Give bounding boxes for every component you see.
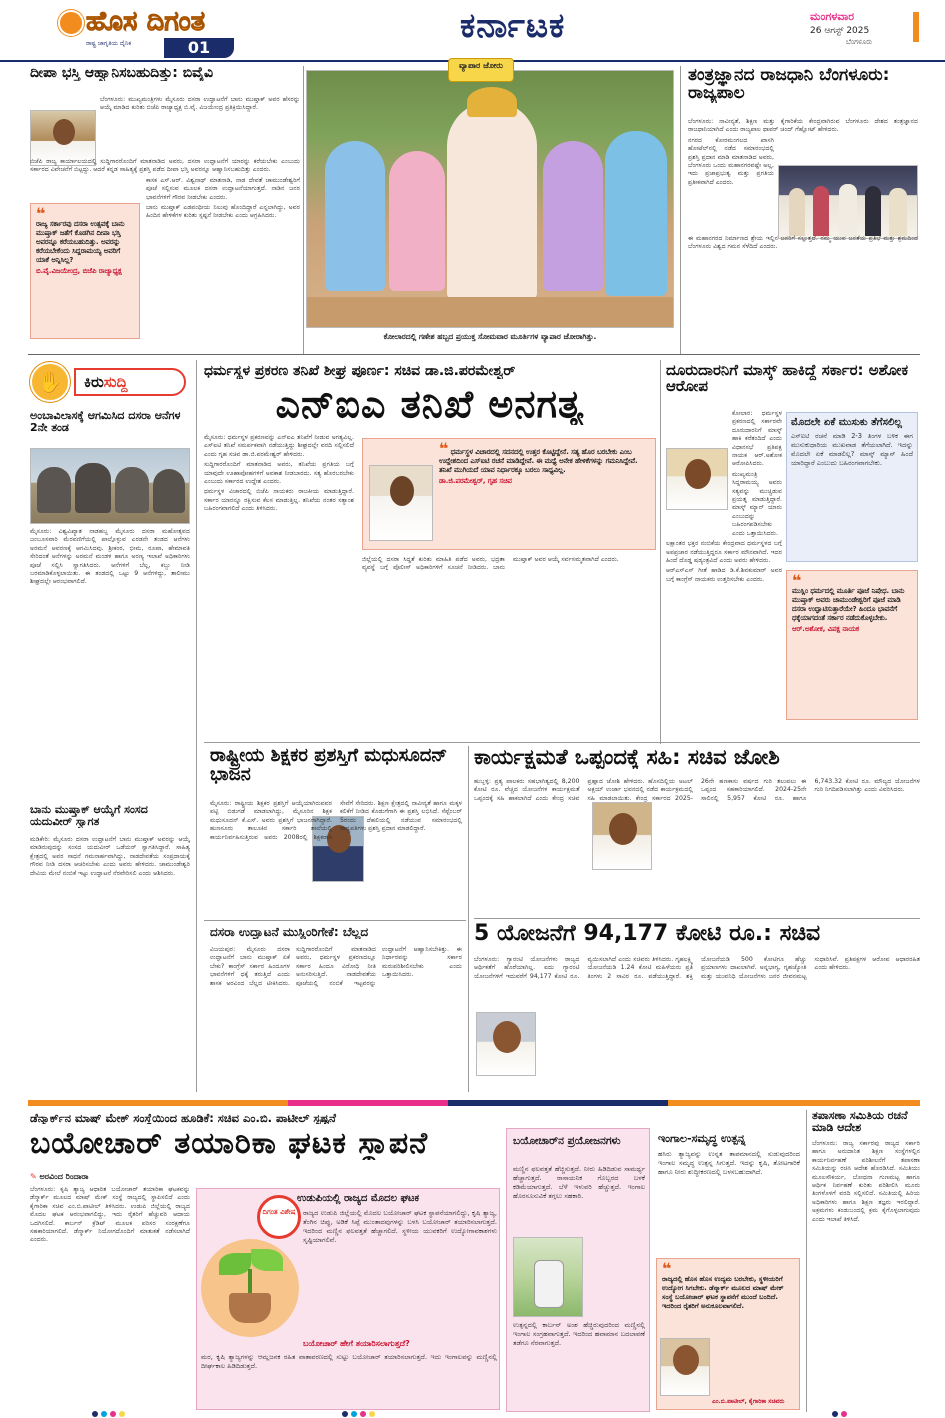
nia-para-1: ಮೈಸೂರು: ಧರ್ಮಸ್ಥಳ ಪ್ರಕರಣವನ್ನು ಎನ್‌ಐಎ ತನಿಖೆಗೆ ನೀಡುವ ಅಗತ್ಯವಿಲ್ಲ. ಎಸ್‌ಐಟಿ ತನಿಖೆ ಸಮರ್ಪಕವಾಗಿ ನಡೆಯುತ್ತಿದ್ದು ಶೀಘ್ರದಲ್ಲೇ ವರದಿ ಸಲ್ಲಿಸಲಿದೆ ಎಂದು ಗೃಹ ಸಚಿವ ಡಾ.ಜಿ.ಪರಮೇಶ್ವರ್ ಹೇಳಿದರು. [204, 434, 354, 458]
ashoka-para-4: ಆರ್‌ಎಸ್‌ಎಸ್ ಗೀತೆ ಹಾಡಿದ ಡಿ.ಕೆ.ಶಿವಕುಮಾರ್ ಅವರ ಬಗ್ಗೆ ಕಾಂಗ್ರೆಸ್ ನಾಯಕರು ಉತ್ತರಿಸಬೇಕು ಎಂದರು. [666, 567, 782, 583]
ashoka-quote-by: ಆರ್.ಅಶೋಕ, ವಿಪಕ್ಷ ನಾಯಕ [792, 625, 859, 633]
stripe-navy [448, 1100, 668, 1106]
ashoka-headline[interactable]: ದೂರುದಾರನಿಗೆ ಮಾಸ್ಕ್ ಹಾಕಿದ್ದೆ ಸರ್ಕಾರ: ಅಶೋಕ ಆರೋಪ [666, 362, 909, 395]
elephant-3 [115, 467, 149, 513]
logo-block[interactable] [52, 4, 242, 58]
rule [204, 920, 466, 921]
patil-photo [660, 1338, 710, 1396]
sprout-pot [229, 1293, 271, 1323]
byv-para-4: ಬಾನು ಮುಷ್ತಾಕ್ ಎಡಪಂಥೀಯ ನಿಲುವು ಹೊಂದಿದ್ದಾರೆ ಎನ್ನಲಾಗಿದ್ದು, ಅವರ ಹಿಂದಿನ ಹೇಳಿಕೆಗಳ ಕುರಿತು ಸ್ಪಷ್ಟನೆ ನೀಡಬೇಕು ಎಂದು ಆಗ್ರಹಿಸಿದರು. [146, 204, 300, 220]
byv-para-2: ಬಿಜೆಪಿ ರಾಜ್ಯ ಕಾರ್ಯಾಲಯದಲ್ಲಿ ಸುದ್ದಿಗಾರರೊಂದಿಗೆ ಮಾತನಾಡಿದ ಅವರು, ದಸರಾ ಉದ್ಘಾಟನೆಗೆ ಯಾರನ್ನು ಕರೆಯಬೇಕು ಎಂಬುದು ಸರ್ಕಾರದ ವಿವೇಚನೆಗೆ ಬಿಟ್ಟದ್ದು. ಆದರೆ ಕನ್ನಡ ಸಾಹಿತ್ಯಕ್ಕೆ ಪ್ರಶಸ್ತಿ ಪಡೆದ ದೀಪಾ ಭಸ್ತಿ ಅವರನ್ನೂ ಆಹ್ವಾನಿಸಬಹುದಿತ್ತು ಎಂದರು. [30, 158, 300, 174]
carbon-body: ಹಸಿರು ತ್ಯಾಜ್ಯವನ್ನು ಉನ್ನತ ತಾಪಮಾನದಲ್ಲಿ ಸುಡುವುದರಿಂದ ಇಂಗಾಲ ಸಮೃದ್ಧ ಉತ್ಪನ್ನ ಸಿಗುತ್ತದೆ. ಇದನ್ನು ಕೃಷಿ, ತೋಟಗಾರಿಕೆ ಹಾಗೂ ನೀರು ಶುದ್ಧೀಕರಣದಲ್ಲಿ ಬಳಸಬಹುದಾಗಿದೆ. [658, 1150, 800, 1176]
joshi-headline[interactable]: ಕಾರ್ಯಕ್ಷಮತೆ ಒಪ್ಪಂದಕ್ಕೆ ಸಹಿ: ಸಚಿವ ಜೋಶಿ [474, 746, 780, 769]
benefits-body: ಮಣ್ಣಿನ ಫಲವತ್ತತೆ ಹೆಚ್ಚಿಸುತ್ತದೆ. ನೀರು ಹಿಡಿದಿಡುವ ಸಾಮರ್ಥ್ಯ ಹೆಚ್ಚಾಗುತ್ತದೆ. ರಾಸಾಯನಿಕ ಗೊಬ್ಬರದ ಬಳಕೆ ಕಡಿಮೆಯಾಗುತ್ತದೆ. ಬೆಳೆ ಇಳುವರಿ ಹೆಚ್ಚುತ್ತದೆ. ಇಂಗಾಲ ಹೊರಸೂಸುವಿಕೆ ತಗ್ಗಲು ಸಹಕಾರಿ. [513, 1165, 645, 1200]
udupi-box-body: ರಾಜ್ಯದ ಉಡುಪಿ ಜಿಲ್ಲೆಯಲ್ಲಿ ಮೊದಲ ಬಯೋಚಾರ್ ಘಟಕ ಸ್ಥಾಪನೆಯಾಗಲಿದ್ದು, ಕೃಷಿ ತ್ಯಾಜ್ಯ, ತೆಂಗಿನ ಚಿಪ್ಪು, ಅಡಿಕೆ ಸಿಪ್ಪೆ ಮುಂತಾದವುಗಳನ್ನು ಬಳಸಿ ಬಯೋಚಾರ್ ತಯಾರಿಸಲಾಗುತ್ತದೆ. ಇದರಿಂದ ಮಣ್ಣಿನ ಫಲವತ್ತತೆ ಹೆಚ್ಚಾಗಲಿದೆ. ಸ್ಥಳೀಯ ಯುವಕರಿಗೆ ಉದ್ಯೋಗಾವಕಾಶಗಳು ಸೃಷ್ಟಿಯಾಗಲಿವೆ. [303, 1209, 497, 1244]
masthead [0, 0, 945, 62]
reg-dot-3 [110, 1411, 116, 1417]
yaduveer-body: ಮಡಿಕೇರಿ: ಮೈಸೂರು ದಸರಾ ಉದ್ಘಾಟನೆಗೆ ಬಾನು ಮುಷ್ತಾಕ್ ಅವರನ್ನು ಆಯ್ಕೆ ಮಾಡಿರುವುದನ್ನು ಸಂಸದ ಯದುವೀರ್ ಒಡೆಯರ್ ಸ್ವಾಗತಿಸಿದ್ದಾರೆ. ಸಾಹಿತ್ಯ ಕ್ಷೇತ್ರದಲ್ಲಿ ಅವರ ಸಾಧನೆ ಗಮನಾರ್ಹವಾಗಿದ್ದು, ನಾಡದೇವತೆಯ ಸಂಪ್ರದಾಯಕ್ಕೆ ಗೌರವ ನೀಡಿ ದಸರಾ ಆಚರಿಸಬೇಕು ಎಂದು ಅವರು ಹೇಳಿದರು. ಚಾಮುಂಡೇಶ್ವರಿ ದೇವಿಯ ಮೇಲೆ ನಂಬಿಕೆ ಇಟ್ಟು ಉದ್ಘಾಟನೆ ನೆರವೇರಿಸಲಿ ಎಂದು ಆಶಿಸಿದರು. [30, 836, 190, 877]
udupi-box-sub-body: ಮರ, ಕೃಷಿ ತ್ಯಾಜ್ಯಗಳನ್ನು ಆಮ್ಲಜನಕ ರಹಿತ ವಾತಾವರಣದಲ್ಲಿ ಸುಟ್ಟು ಬಯೋಚಾರ್ ತಯಾರಿಸಲಾಗುತ್ತದೆ. ಇದು ಇಂಗಾಲವನ್ನು ಮಣ್ಣಿನಲ್ಲಿ ದೀರ್ಘಕಾಲ ಹಿಡಿದಿಡುತ್ತದೆ. [201, 1353, 497, 1370]
kiru-suddi-banner [30, 362, 190, 402]
benefits-body-2: ಉತ್ಪನ್ನದಲ್ಲಿ ಕಾರ್ಬನ್ ಅಂಶ ಹೆಚ್ಚಿರುವುದರಿಂದ ಮಣ್ಣಿನಲ್ಲಿ ಇಂಗಾಲ ಸಂಗ್ರಹವಾಗುತ್ತದೆ. ಇದರಿಂದ ಹವಾಮಾನ ಬದಲಾವಣೆ ತಡೆಗೂ ನೆರವಾಗುತ್ತದೆ. [513, 1321, 645, 1347]
stripe-orange [28, 1100, 288, 1106]
byv-quote-by: ಬಿ.ವೈ.ವಿಜಯೇಂದ್ರ, ಬಿಜೆಪಿ ರಾಜ್ಯಾಧ್ಯಕ್ಷ [36, 267, 122, 275]
reg-dot-10 [841, 1411, 847, 1417]
patil-face [673, 1345, 699, 1375]
elephant-1 [37, 467, 71, 513]
sprout-illustration [201, 1239, 299, 1337]
guarantee-body: ಬೆಂಗಳೂರು: ಗ್ಯಾರಂಟಿ ಯೋಜನೆಗಳು ರಾಜ್ಯದ ಆರ್ಥಿಕತೆಗೆ ಹೊರೆಯಾಗಿಲ್ಲ. ಐದು ಗ್ಯಾರಂಟಿ ಯೋಜನೆಗಳಿಗೆ ಇದುವರೆಗೆ 94,177 ಕೋಟಿ ರೂ. ವ್ಯಯಿಸಲಾಗಿದೆ ಎಂದು ಸಚಿವರು ತಿಳಿಸಿದರು. ಗೃಹಲಕ್ಷ್ಮಿ ಯೋಜನೆಯಡಿ 1.24 ಕೋಟಿ ಮಹಿಳೆಯರು ಪ್ರತಿ ತಿಂಗಳು 2 ಸಾವಿರ ರೂ. ಪಡೆಯುತ್ತಿದ್ದಾರೆ. ಶಕ್ತಿ ಯೋಜನೆಯಡಿ 500 ಕೋಟಿಗೂ ಹೆಚ್ಚು ಪ್ರಯಾಣಗಳು ದಾಖಲಾಗಿವೆ. ಅನ್ನಭಾಗ್ಯ, ಗೃಹಜ್ಯೋತಿ ಮತ್ತು ಯುವನಿಧಿ ಯೋಜನೆಗಳು ಜನರ ಜೀವನಮಟ್ಟ ಸುಧಾರಿಸಿವೆ. ಪ್ರತಿಪಕ್ಷಗಳ ಆರೋಪ ಆಧಾರರಹಿತ ಎಂದು ಹೇಳಿದರು. [474, 956, 920, 980]
section-rule [28, 354, 920, 355]
quote-mark-icon: ❝ [439, 439, 449, 458]
reg-dot-5 [342, 1411, 348, 1417]
reg-dot-6 [351, 1411, 357, 1417]
madhusudan-headline[interactable]: ರಾಷ್ಟ್ರೀಯ ಶಿಕ್ಷಕರ ಪ್ರಶಸ್ತಿಗೆ ಮಧುಸೂದನ್ ಭಾಜನ [210, 746, 448, 785]
vyapara-badge: ವ್ಯಾಪಾರ ಜೋರು [448, 58, 514, 82]
logo-tagline: ರಾಷ್ಟ್ರ ಜಾಗೃತಿಯ ದೈನಿಕ [86, 40, 132, 47]
udupi-box-title: ಉಡುಪಿಯಲ್ಲಿ ರಾಜ್ಯದ ಮೊದಲ ಘಟಕ [297, 1193, 419, 1204]
udupi-box [196, 1188, 500, 1410]
elephants-photo [30, 448, 190, 524]
reg-dot-2 [101, 1411, 107, 1417]
rule [204, 742, 920, 743]
yaduveer-headline[interactable]: ಬಾನು ಮುಷ್ತಾಕ್ ಆಯ್ಕೆಗೆ ಸಂಸದ ಯದುವೀರ್ ಸ್ವಾಗತ [30, 804, 148, 828]
inspection-body: ಬೆಂಗಳೂರು: ರಾಜ್ಯ ಸರ್ಕಾರವು ರಾಜ್ಯದ ಸರ್ಕಾರಿ ಹಾಗೂ ಅನುದಾನಿತ ಶಿಕ್ಷಣ ಸಂಸ್ಥೆಗಳಲ್ಲಿನ ಕಾರ್ಯನಿರ್ವಹಣೆ ಪರಿಶೀಲನೆಗೆ ತಪಾಸಣಾ ಸಮಿತಿಯನ್ನು ರಚಿಸಿ ಆದೇಶ ಹೊರಡಿಸಿದೆ. ಸಮಿತಿಯು ಮೂಲಸೌಕರ್ಯ, ಬೋಧನಾ ಗುಣಮಟ್ಟ ಹಾಗೂ ಆರ್ಥಿಕ ನಿರ್ವಹಣೆ ಕುರಿತು ಪರಿಶೀಲಿಸಿ ಮೂರು ತಿಂಗಳೊಳಗೆ ವರದಿ ಸಲ್ಲಿಸಲಿದೆ. ಸಮಿತಿಯಲ್ಲಿ ಹಿರಿಯ ಅಧಿಕಾರಿಗಳು ಹಾಗೂ ಶಿಕ್ಷಣ ತಜ್ಞರು ಇರಲಿದ್ದಾರೆ. ಅಕ್ರಮಗಳು ಕಂಡುಬಂದಲ್ಲಿ ಕ್ರಮ ಕೈಗೊಳ್ಳಲಾಗುವುದು ಎಂದು ಇಲಾಖೆ ತಿಳಿಸಿದೆ. [812, 1140, 920, 1223]
digantha-vishesha-badge: ದಿಗಂತ ವಿಶೇಷ [257, 1195, 301, 1239]
sprout-leaf-left [219, 1253, 251, 1275]
gov-para-3: ಈ ಮಹಾನಗರದ ನಿರ್ಮಾಣದ ಶ್ರೇಯ ಇಲ್ಲಿನ ಜನರಿಗೆ ಸಲ್ಲುತ್ತದೆ. ನಮ್ಮ ಯುವ ಜನತೆಯ ಪ್ರತಿಭೆ ಮತ್ತು ಶ್ರಮದಿಂದ ಬೆಂಗಳೂರು ವಿಶ್ವದ ಗಮನ ಸೆಳೆದಿದೆ ಎಂದರು. [688, 234, 918, 251]
ashoka-quote-text: ಮುಸ್ಲಿಂ ಧರ್ಮದಲ್ಲಿ ಮೂರ್ತಿ ಪೂಜೆ ನಿಷೇಧ. ಬಾನು ಮುಷ್ತಾಕ್ ಅವರು ಚಾಮುಂಡೇಶ್ವರಿಗೆ ಪೂಜೆ ಮಾಡಿ ದಸರಾ ಉದ್ಘಾಟಿಸುತ್ತಾರೆಯೇ? ಹಿಂದೂ ಭಾವನೆಗೆ ಧಕ್ಕೆಯಾಗದಂತೆ ಸರ್ಕಾರ ನಡೆದುಕೊಳ್ಳಬೇಕು. [792, 587, 905, 622]
reg-dot-9 [832, 1411, 838, 1417]
photo-ground [307, 297, 674, 328]
section-title: ಕರ್ನಾಟಕ [460, 6, 566, 46]
biochar-kicker[interactable]: ಡೆನ್ಮಾರ್ಕ್‌ನ ಮಾಷ್ ಮೇಕ್ ಸಂಸ್ಥೆಯಿಂದ ಹೂಡಿಕೆ: ಸಚಿವ ಎಂ.ಬಿ. ಪಾಟೀಲ್ ಸ್ಪಷ್ಟನೆ [30, 1112, 336, 1125]
reg-dot-8 [369, 1411, 375, 1417]
kiru-hand-icon: ✋ [30, 362, 70, 402]
biochar-body: ಬೆಂಗಳೂರು: ಕೃಷಿ ತ್ಯಾಜ್ಯ ಆಧಾರಿತ ಬಯೋಚಾರ್ ತಯಾರಿಕಾ ಘಟಕವನ್ನು ಡೆನ್ಮಾರ್ಕ್ ಮೂಲದ ಮಾಷ್ ಮೇಕ್ ಸಂಸ್ಥೆ ರಾಜ್ಯದಲ್ಲಿ ಸ್ಥಾಪಿಸಲಿದೆ ಎಂದು ಕೈಗಾರಿಕಾ ಸಚಿವ ಎಂ.ಬಿ.ಪಾಟೀಲ್ ತಿಳಿಸಿದರು. ಉಡುಪಿ ಜಿಲ್ಲೆಯಲ್ಲಿ ರಾಜ್ಯದ ಮೊದಲ ಘಟಕ ಆರಂಭವಾಗಲಿದ್ದು, ಇದು ರೈತರಿಗೆ ಹೆಚ್ಚುವರಿ ಆದಾಯ ಒದಗಿಸಲಿದೆ. ಕಾರ್ಬನ್ ಕ್ರೆಡಿಟ್ ಮೂಲಕ ಪರಿಸರ ಸಂರಕ್ಷಣೆಗೂ ಸಹಕಾರಿಯಾಗಲಿದೆ. ಡೆನ್ಮಾರ್ಕ್ ನಿಯೋಗದೊಂದಿಗೆ ಮಾತುಕತೆ ನಡೆಸಲಾಗಿದೆ ಎಂದರು. [30, 1186, 190, 1244]
nia-para-2: ಸುದ್ದಿಗಾರರೊಂದಿಗೆ ಮಾತನಾಡಿದ ಅವರು, ತನಿಖೆಯ ಪ್ರಗತಿಯ ಬಗ್ಗೆ ಯಾವುದೇ ಊಹಾಪೋಹಗಳಿಗೆ ಅವಕಾಶ ನೀಡಬಾರದು. ಸತ್ಯ ಹೊರಬರಬೇಕು ಎಂಬುದು ಸರ್ಕಾರದ ಉದ್ದೇಶ ಎಂದರು. [204, 461, 354, 486]
idol-3 [447, 101, 537, 301]
ashoka-body [666, 410, 782, 744]
ashoka-box-title: ಮೊದಲೇ ಏಕೆ ಮುಸುಕು ತೆಗೆಸಲಿಲ್ಲ [791, 417, 902, 428]
nia-quote-by: ಡಾ.ಜಿ.ಪರಮೇಶ್ವರ್, ಗೃಹ ಸಚಿವ [439, 477, 512, 485]
elephants-body: ಮೈಸೂರು: ವಿಶ್ವವಿಖ್ಯಾತ ನಾಡಹಬ್ಬ ಮೈಸೂರು ದಸರಾ ಮಹೋತ್ಸವದ ಜಂಬೂಸವಾರಿ ಮೆರವಣಿಗೆಯಲ್ಲಿ ಪಾಲ್ಗೊಳ್ಳುವ ಎರಡನೇ ತಂಡದ ಆನೆಗಳು ಅರಮನೆ ಆವರಣಕ್ಕೆ ಆಗಮಿಸಿದವು. ಶ್ರೀಕಂಠ, ಭೀಮ, ರೂಪಾ, ಹೇಮಾವತಿ ಸೇರಿದಂತೆ ಆನೆಗಳನ್ನು ಅರಮನೆ ಮಂಡಳಿ ಹಾಗೂ ಅರಣ್ಯ ಇಲಾಖೆ ಅಧಿಕಾರಿಗಳು ಪೂಜೆ ಸಲ್ಲಿಸಿ ಸ್ವಾಗತಿಸಿದರು. ಆನೆಗಳಿಗೆ ಬೆಲ್ಲ, ಕಬ್ಬು ನೀಡಿ ಬರಮಾಡಿಕೊಳ್ಳಲಾಯಿತು. ಈ ತಂಡದಲ್ಲಿ ಒಟ್ಟು 9 ಆನೆಗಳಿದ್ದು, ತಾಲೀಮು ಶೀಘ್ರದಲ್ಲೇ ಆರಂಭವಾಗಲಿದೆ. [30, 528, 190, 586]
quote-mark-icon: ❝ [36, 204, 46, 223]
nia-body-col2: ಜಿಲ್ಲೆಯಲ್ಲಿ ದಸರಾ ಸಿದ್ಧತೆ ಕುರಿತು ಮಾಹಿತಿ ಪಡೆದ ಅವರು, ಭದ್ರತಾ ವ್ಯವಸ್ಥೆ ಬಗ್ಗೆ ಪೊಲೀಸ್ ಅಧಿಕಾರಿಗಳಿಗೆ ಸೂಚನೆ ನೀಡಿದರು. ಬಾನು ಮುಷ್ತಾಕ್ ಅವರ ಆಯ್ಕೆ ಸರ್ವಸಮ್ಮತವಾಗಿದೆ ಎಂದರು. [362, 556, 619, 572]
sprout-leaf-right [251, 1249, 283, 1271]
benefits-box [506, 1128, 650, 1412]
date: 26 ಆಗಸ್ಟ್ 2025 [810, 26, 870, 36]
pencil-icon: ✎ [30, 1172, 40, 1181]
kiru-label-1: ಕಿರು [84, 373, 104, 391]
biochar-byline [30, 1172, 210, 1182]
reg-dot-7 [360, 1411, 366, 1417]
rule [196, 360, 197, 1092]
udupi-box-subtitle: ಬಯೋಚಾರ್ ಹೇಗೆ ತಯಾರಿಸಲಾಗುತ್ತದೆ? [303, 1339, 410, 1348]
elephant-2 [75, 463, 111, 513]
bellad-body: ವಿಜಯಪುರ: ಮೈಸೂರು ದಸರಾ ಉದ್ಘಾಟನೆಗೆ ಬಾನು ಮುಷ್ತಾಕ್ ಏಕೆ ಬೇಕು? ಕಾಂಗ್ರೆಸ್ ಸರ್ಕಾರ ಹಿಂದೂಗಳ ಭಾವನೆಗಳಿಗೆ ಧಕ್ಕೆ ತರುತ್ತಿದೆ ಎಂದು ಶಾಸಕ ಅರವಿಂದ ಬೆಲ್ಲದ ಟೀಕಿಸಿದರು. ಸುದ್ದಿಗಾರರೊಂದಿಗೆ ಮಾತನಾಡಿದ ಅವರು, ಧರ್ಮಸ್ಥಳ ಪ್ರಕರಣದಲ್ಲೂ ಸರ್ಕಾರ ಹಿಂದೂ ವಿರೋಧಿ ನೀತಿ ಅನುಸರಿಸುತ್ತಿದೆ. ನಾಡದೇವತೆಯ ಪೂಜೆಯಲ್ಲಿ ನಂಬಿಕೆ ಇಟ್ಟವರನ್ನು ಉದ್ಘಾಟನೆಗೆ ಆಹ್ವಾನಿಸಬೇಕಿತ್ತು. ಈ ನಿರ್ಧಾರವನ್ನು ಸರ್ಕಾರ ಮರುಪರಿಶೀಲಿಸಬೇಕು ಎಂದು ಒತ್ತಾಯಿಸಿದರು. [210, 946, 462, 987]
carbon-box [654, 1128, 802, 1412]
nia-para-3: ಧರ್ಮಸ್ಥಳ ವಿಚಾರದಲ್ಲಿ ಬಿಜೆಪಿ ನಾಯಕರು ರಾಜಕೀಯ ಮಾಡುತ್ತಿದ್ದಾರೆ. ಸರ್ಕಾರ ಯಾರನ್ನೂ ರಕ್ಷಿಸುವ ಕೆಲಸ ಮಾಡುತ್ತಿಲ್ಲ. ತನಿಖೆಯ ನಂತರ ಸತ್ಯಾಂಶ ಬಹಿರಂಗವಾಗಲಿದೆ ಎಂದು ತಿಳಿಸಿದರು. [204, 488, 354, 513]
kiru-label-2: ಸುದ್ದಿ [103, 373, 128, 391]
idol-5 [605, 131, 667, 296]
nia-body-col1 [204, 434, 354, 746]
parameshwar-photo [369, 465, 433, 541]
day: ಮಂಗಳವಾರ [810, 10, 855, 23]
nia-headline[interactable]: ಎನ್‌ಐಎ ತನಿಖೆ ಅನಗತ್ಯ [275, 384, 585, 426]
ashoka-para-2: ಮುಖ್ಯಮಂತ್ರಿ ಸಿದ್ದರಾಮಯ್ಯ ಅವರು ಸತ್ಯವನ್ನು ಮುಚ್ಚಿಡುವ ಪ್ರಯತ್ನ ಮಾಡುತ್ತಿದ್ದಾರೆ. ಮಾಸ್ಕ್ ಮ್ಯಾನ್ ಯಾರು ಎಂಬುದನ್ನು ಬಹಿರಂಗಪಡಿಸಬೇಕು ಎಂದು ಒತ್ತಾಯಿಸಿದರು. [732, 470, 782, 537]
parameshwar-face [390, 476, 414, 506]
carbon-title: ಇಂಗಾಲ-ಸಮೃದ್ಧ ಉತ್ಪನ್ನ [658, 1132, 746, 1145]
article-byv-headline[interactable]: ದೀಪಾ ಭಸ್ತಿ ಆಹ್ವಾನಿಸಬಹುದಿತ್ತು: ಬಿವೈವಿ [30, 66, 214, 81]
photo-caption: ಕೋಲಾರದಲ್ಲಿ ಗಣೇಶ ಹಬ್ಬದ ಪ್ರಯುಕ್ತ ಸೋಮವಾರ ಮೂರ್ತಿಗಳ ವ್ಯಾಪಾರ ಜೋರಾಗಿತ್ತು. [383, 332, 597, 341]
byv-quote [30, 203, 140, 339]
nia-quote-text: ಧರ್ಮಸ್ಥಳ ವಿಚಾರದಲ್ಲಿ ಸದನದಲ್ಲಿ ಉತ್ತರ ಕೊಟ್ಟಿದ್ದೇನೆ. ಸತ್ಯ ಹೊರ ಬರಬೇಕು ಎಂಬ ಉದ್ದೇಶದಿಂದ ಎಸ್‌ಐಟಿ ರಚನೆ ಮಾಡಿದ್ದೇವೆ. ಈ ಮಧ್ಯೆ ಅನೇಕ ಹೇಳಿಕೆಗಳನ್ನು ಗಮನಿಸಿದ್ದೇವೆ. ತನಿಖೆ ಮುಗಿಯದೆ ಯಾವ ನಿರ್ಧಾರಕ್ಕೂ ಬರಲು ಸಾಧ್ಯವಿಲ್ಲ. [439, 448, 638, 474]
city: ಬೆಂಗಳೂರು [846, 38, 873, 46]
registration-marks [92, 1410, 852, 1418]
bottom-stripe [28, 1100, 920, 1106]
stripe-pink [288, 1100, 448, 1106]
idol-3-crown [467, 87, 517, 117]
logo-text: ಹೊಸ ದಿಗಂತ [86, 6, 206, 37]
stripe-orange-2 [668, 1100, 920, 1106]
ashoka-para-1: ಕೋಲಾರ: ಧರ್ಮಸ್ಥಳ ಪ್ರಕರಣದಲ್ಲಿ ಸರ್ಕಾರವೇ ದೂರುದಾರನಿಗೆ ಮಾಸ್ಕ್ ಹಾಕಿ ಕರೆತಂದಿದೆ ಎಂದು ವಿಧಾನಸಭೆ ಪ್ರತಿಪಕ್ಷ ನಾಯಕ ಆರ್.ಅಶೋಕ ಆರೋಪಿಸಿದರು. [732, 410, 782, 468]
kiru-label [74, 368, 186, 396]
article-governor-body [688, 118, 918, 348]
ganesha-photo[interactable] [306, 70, 674, 328]
article-governor-headline[interactable]: ತಂತ್ರಜ್ಞಾನದ ರಾಜಧಾನಿ ಬೆಂಗಳೂರು: ರಾಜ್ಯಪಾಲ [688, 66, 890, 103]
elephant-4 [153, 469, 185, 513]
idol-4 [543, 141, 603, 291]
reg-dot-1 [92, 1411, 98, 1417]
madhusudan-body: ಮೈಸೂರು: ರಾಷ್ಟ್ರೀಯ ಶಿಕ್ಷಕರ ಪ್ರಶಸ್ತಿಗೆ ಆಯ್ಕೆಯಾಗಿರುವವರ ಪಟ್ಟಿ ಬಿಡುಗಡೆ ಮಾಡಲಾಗಿದ್ದು, ಮೈಸೂರಿನ ಶಿಕ್ಷಕ ಮಧುಸೂದನ್ ಕೆ.ಎಸ್. ಅವರು ಪ್ರಶಸ್ತಿಗೆ ಭಾಜನರಾಗಿದ್ದಾರೆ. ಹುಣಸೂರು ತಾಲೂಕಿನ ಸರ್ಕಾರಿ ಶಾಲೆಯಲ್ಲಿ ಕಾರ್ಯನಿರ್ವಹಿಸುತ್ತಿರುವ ಅವರು 2008ರಲ್ಲಿ ಶಿಕ್ಷಕರಾಗಿ ಸೇವೆಗೆ ಸೇರಿದರು. ಶಿಕ್ಷಣ ಕ್ಷೇತ್ರದಲ್ಲಿ ನಾವೀನ್ಯತೆ ಹಾಗೂ ಮಕ್ಕಳ ಕಲಿಕೆಗೆ ನೀಡಿದ ಕೊಡುಗೆಗಾಗಿ ಈ ಪ್ರಶಸ್ತಿ ಲಭಿಸಿದೆ. ಸೆಪ್ಟೆಂಬರ್ 5ರಂದು ದೆಹಲಿಯಲ್ಲಿ ನಡೆಯುವ ಸಮಾರಂಭದಲ್ಲಿ ರಾಷ್ಟ್ರಪತಿಗಳು ಪ್ರಶಸ್ತಿ ಪ್ರದಾನ ಮಾಡಲಿದ್ದಾರೆ. [210, 800, 462, 841]
dateline [810, 10, 930, 54]
guarantee-headline[interactable]: 5 ಯೋಜನೆಗೆ 94,177 ಕೋಟಿ ರೂ.: ಸಚಿವ [474, 922, 821, 946]
logo-sun-icon [58, 10, 84, 36]
inspection-headline[interactable]: ತಪಾಸಣಾ ಸಮಿತಿಯ ರಚನೆ ಮಾಡಿ ಆದೇಶ [812, 1110, 908, 1134]
rule [680, 66, 681, 354]
rule [660, 360, 661, 744]
reg-dot-4 [119, 1411, 125, 1417]
idol-1 [325, 141, 385, 291]
byv-quote-text: ರಾಜ್ಯ ಸರ್ಕಾರವು ದಸರಾ ಉತ್ಸವಕ್ಕೆ ಬಾನು ಮುಷ್ತಾಕ್ ಜತೆಗೆ ಕೊಡಗಿನ ದೀಪಾ ಭಸ್ತಿ ಅವರನ್ನೂ ಕರೆಯಬಹುದಿತ್ತು. ಅವರನ್ನು ಕರೆಯಬೇಕೆಂದು ಸಿದ್ದರಾಮಯ್ಯ ಅವರಿಗೆ ಯಾಕೆ ಅನ್ನಿಸಿಲ್ಲ? [36, 220, 125, 264]
ashoka-box-body: ಎಸ್‌ಐಟಿ ರಚನೆ ಮಾಡಿ 2-3 ತಿಂಗಳ ಬಳಿಕ ಈಗ ಮುಸುಕುಧಾರಿಯ ಮುಖವಾಡ ತೆಗೆಯಲಾಗಿದೆ. ಇದನ್ನು ಮೊದಲೇ ಏಕೆ ಮಾಡಲಿಲ್ಲ? ಮಾಸ್ಕ್ ಮ್ಯಾನ್ ಹಿಂದೆ ಯಾರಿದ್ದಾರೆ ಎಂಬುದು ಬಹಿರಂಗವಾಗಬೇಕು. [791, 432, 913, 467]
nia-kicker[interactable]: ಧರ್ಮಸ್ಥಳ ಪ್ರಕರಣ ತನಿಖೆ ಶೀಘ್ರ ಪೂರ್ಣ: ಸಚಿವ ಡಾ.ಜಿ.ಪರಮೇಶ್ವರ್ [204, 364, 516, 379]
bellad-headline[interactable]: ದಸರಾ ಉದ್ಘಾಟನೆ ಮುಸ್ಲಿಂರಿಗೇಕೆ: ಬೆಲ್ಲದ [210, 926, 369, 939]
ashoka-para-3: ಲಕ್ಷಾಂತರ ಭಕ್ತರ ನಂಬಿಕೆಯ ಕೇಂದ್ರವಾದ ಧರ್ಮಸ್ಥಳದ ಬಗ್ಗೆ ಅಪಪ್ರಚಾರ ನಡೆಯುತ್ತಿದ್ದರೂ ಸರ್ಕಾರ ಮೌನವಾಗಿದೆ. ಇದರ ಹಿಂದೆ ದೊಡ್ಡ ಷಡ್ಯಂತ್ರವಿದೆ ಎಂದು ಅವರು ಹೇಳಿದರು. [666, 540, 782, 564]
elephants-headline[interactable]: ಅಂಬಾವಿಲಾಸಕ್ಕೆ ಆಗಮಿಸಿದ ದಸರಾ ಆನೆಗಳ 2ನೇ ತಂಡ [30, 410, 181, 434]
biochar-headline[interactable]: ಬಯೋಚಾರ್ ತಯಾರಿಕಾ ಘಟಕ ಸ್ಥಾಪನೆ [30, 1128, 429, 1161]
patil-quote-text: ರಾಜ್ಯದಲ್ಲಿ ಹೊಸ ಹೊಸ ಉದ್ಯಮ ಬರಬೇಕು, ಸ್ಥಳೀಯರಿಗೆ ಉದ್ಯೋಗ ಸಿಗಬೇಕು. ಡೆನ್ಮಾರ್ಕ್ ಮೂಲದ ಮಾಷ್ ಮೇಕ್ ಸಂಸ್ಥೆ ಬಯೋಚಾರ್ ಘಟಕ ಸ್ಥಾಪನೆಗೆ ಮುಂದೆ ಬಂದಿದೆ. ಇದರಿಂದ ರೈತರಿಗೆ ಅನುಕೂಲವಾಗಲಿದೆ. [662, 1275, 784, 1310]
ashoka-box [786, 412, 918, 562]
nia-quote [362, 438, 656, 550]
rule [468, 746, 469, 1092]
rule [474, 918, 920, 919]
rule [806, 1110, 807, 1412]
gov-para-2: ನಗರದ ಕೋರಮಂಗಲದ ಖಾಸಗಿ ಹೋಟೆಲ್‌ನಲ್ಲಿ ನಡೆದ ಸಮಾರಂಭದಲ್ಲಿ ಪ್ರಶಸ್ತಿ ಪ್ರದಾನ ಮಾಡಿ ಮಾತನಾಡಿದ ಅವರು, ಬೆಂಗಳೂರು ಒಂದು ಮಹಾನಗರವಷ್ಟೇ ಅಲ್ಲ, ಇದು ಪ್ರಜಾಪ್ರಭುತ್ವ ಮತ್ತು ಪ್ರಗತಿಯ ಪ್ರತೀಕವಾಗಿದೆ ಎಂದರು. [688, 136, 774, 186]
page-number: 01 [164, 38, 234, 58]
idol-2 [389, 151, 445, 291]
biochar-jar-photo [513, 1237, 583, 1317]
ashoka-quote [786, 570, 918, 720]
sprout-stem [248, 1269, 252, 1295]
patil-quote-by: ಎಂ.ಬಿ.ಪಾಟೀಲ್, ಕೈಗಾರಿಕಾ ಸಚಿವರು [712, 1398, 785, 1405]
rule [303, 66, 304, 354]
masthead-accent [913, 12, 919, 42]
quote-mark-icon: ❝ [662, 1259, 672, 1278]
byline-text: ಅರವಿಂದ ರಿಂದಾರಾ [39, 1172, 89, 1181]
joshi-body: ಹುಬ್ಬಳ್ಳಿ: ಪ್ರತ್ಯ ಪಾಲಕರು ಸಹಭಾಗಿತ್ವದಲ್ಲಿ 8,200 ಕೋಟಿ ರೂ. ವೆಚ್ಚದ ಯೋಜನೆಗಳ ಕಾರ್ಯಕ್ಷಮತೆ ಒಪ್ಪಂದಕ್ಕೆ ಸಹಿ ಹಾಕಲಾಗಿದೆ ಎಂದು ಕೇಂದ್ರ ಸಚಿವ ಪ್ರಹ್ಲಾದ ಜೋಶಿ ಹೇಳಿದರು. ಹೊಸದಿಲ್ಲಿಯ ಅಟಲ್ ಅಕ್ಷಯ್ ಉರ್ಜಾ ಭವನದಲ್ಲಿ ನಡೆದ ಕಾರ್ಯಕ್ರಮದಲ್ಲಿ ಸಹಿ ಮಾಡಲಾಯಿತು. ಕೇಂದ್ರ ಸರ್ಕಾರದ 2025-26ನೇ ಹಣಕಾಸು ವರ್ಷದ ಗುರಿ ತಲುಪಲು ಈ ಒಪ್ಪಂದ ಸಹಕಾರಿಯಾಗಲಿದೆ. 2024-25ನೇ ಸಾಲಿನಲ್ಲಿ 5,957 ಕೋಟಿ ರೂ. ಹಾಗೂ 6,743.32 ಕೋಟಿ ರೂ. ಮೌಲ್ಯದ ಯೋಜನೆಗಳ ಗುರಿ ನಿಗದಿಪಡಿಸಲಾಗಿತ್ತು ಎಂದು ವಿವರಿಸಿದರು. [474, 778, 920, 802]
quote-mark-icon: ❝ [792, 571, 802, 590]
gov-para-1: ಬೆಂಗಳೂರು: ನಾವೀನ್ಯತೆ, ಶಿಕ್ಷಣ ಮತ್ತು ಕೈಗಾರಿಕೆಯ ಕೇಂದ್ರವಾಗಿರುವ ಬೆಂಗಳೂರು ದೇಶದ ತಂತ್ರಜ್ಞಾನದ ರಾಜಧಾನಿಯಾಗಿದೆ ಎಂದು ರಾಜ್ಯಪಾಲ ಥಾವರ್ ಚಂದ್ ಗೆಹ್ಲೋಟ್ ಹೇಳಿದರು. [688, 118, 918, 134]
benefits-title: ಬಯೋಚಾರ್‌ನ ಪ್ರಯೋಜನಗಳು [513, 1135, 621, 1147]
jar [534, 1260, 564, 1308]
byv-para-1: ಬೆಂಗಳೂರು: ಮುಖ್ಯಮಂತ್ರಿಗಳು ಮೈಸೂರು ದಸರಾ ಉದ್ಘಾಟನೆಗೆ ಬಾನು ಮುಷ್ತಾಕ್ ಅವರ ಹೆಸರನ್ನು ಆಯ್ಕೆ ಮಾಡಿದ ಕುರಿತು ಬಿಜೆಪಿ ರಾಜ್ಯಾಧ್ಯಕ್ಷ ಬಿ.ವೈ. ವಿಜಯೇಂದ್ರ ಪ್ರತಿಕ್ರಿಯಿಸಿದ್ದಾರೆ. [100, 96, 300, 112]
byv-para-3: ಕಾಸಕ ಎಸ್.ಆರ್. ವಿಶ್ವನಾಥ್ ಮಾತನಾಡಿ, ನಾಡ ದೇವತೆ ಚಾಮುಂಡೇಶ್ವರಿಗೆ ಪೂಜೆ ಸಲ್ಲಿಸುವ ಮೂಲಕ ದಸರಾ ಉದ್ಘಾಟನೆಯಾಗುತ್ತದೆ. ನಾಡಿನ ಜನರ ಭಾವನೆಗಳಿಗೆ ಗೌರವ ನೀಡಬೇಕು ಎಂದರು. [146, 176, 300, 201]
